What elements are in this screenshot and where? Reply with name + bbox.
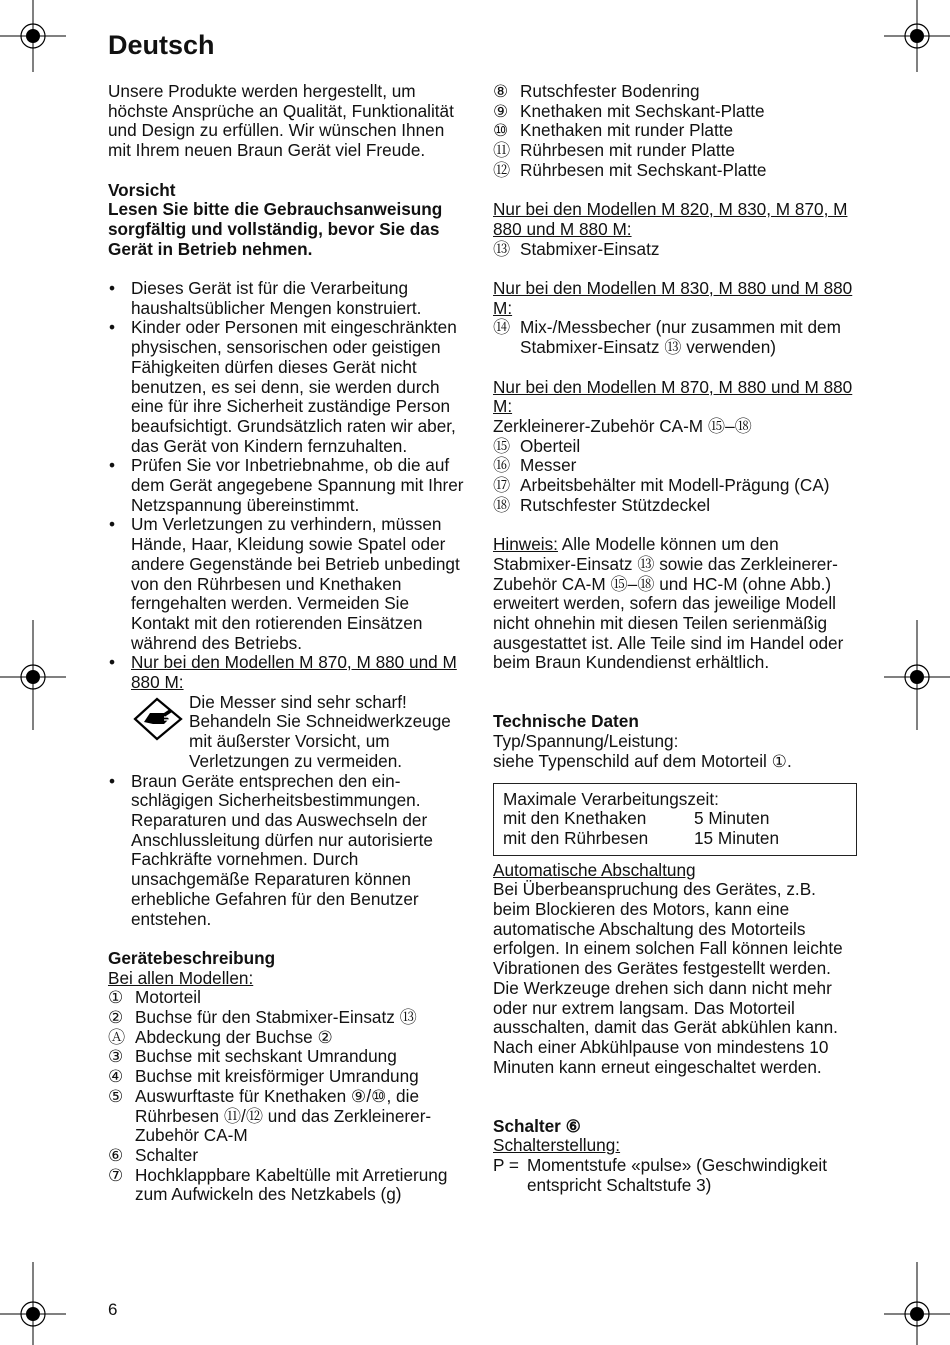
part-item: ⑫ Rührbesen mit Sechskant-Platte [493, 159, 767, 180]
part-item: ⑦ Hochklappbare Kabeltülle mit Arretierung zum Aufwickeln des Netzkabels (g) [108, 1164, 448, 1205]
models-bullet-text: Nur bei den Modellen M 870, M 880 und M 880 M: [131, 652, 457, 693]
part-item: Ⓐ Abdeckung der Buchse ② [108, 1026, 333, 1047]
tech-line: Typ/Spannung/Leistung: [493, 731, 679, 752]
note-paragraph [493, 535, 853, 673]
list-item: • Prüfen Sie vor Inbetriebnahme, ob die auf dem Gerät angegebene Spannung mit Ihrer Netzspannung übereinstimmt. [108, 456, 466, 515]
auto-shutoff-text: Bei Überbeanspruchung des Gerätes, z.B. beim Blockieren des Motors, kann eine automatische Abschaltung des Motorteils erfolgen. In einem solchen Fall können leichte Vibrationen des Gerätes festgestellt werden. Die Werkzeuge drehen sich dann nicht mehr oder nur extrem langsam. Das Motorteil ausschalten, damit das Gerät abkühlen kann. Nach einer Abkühlpause von mindestens 10 Minuten kann erneut eingeschaltet werden. [493, 879, 843, 1077]
knife-warning [131, 693, 466, 772]
parts-list [108, 988, 466, 1205]
box-row: mit den Rührbesen 15 Minuten [503, 827, 780, 848]
tech-line: siehe Typenschild auf dem Motorteil ①. [493, 750, 792, 771]
right-column [493, 82, 853, 1196]
part-item: ⑪ Rührbesen mit runder Platte [493, 140, 735, 161]
registration-mark-bottom-right [880, 1262, 950, 1345]
list-item: • Um Verletzungen zu verhindern, müssen Hände, Haar, Kleidung sowie Spatel oder andere Gegenstände bei Betrieb unbedingt von den Rührbesen und Knethaken ferngehalten werden. Vermeiden Sie Kontakt mit den rotierenden Einsätzen während des Betriebs. [108, 515, 466, 653]
part-item: ⑤ Auswurftaste für Knethaken ⑨/⑩, die Rührbesen ⑪/⑫ und das Zerkleinerer-Zubehör CA-M [108, 1085, 432, 1146]
list-item: • Braun Geräte entsprechen den einschlägigen Sicherheitsbestimmungen. Reparaturen und das Auswechseln der Anschlussleitung dürfen nur autorisierte Fachkräfte vornehmen. Durch unsachgemäße Reparaturen können erhebliche Gefahren für den Benutzer entstehen. [108, 772, 466, 930]
intro-paragraph: Unsere Produkte werden hergestellt, um höchste Ansprüche an Qualität, Funktionalität und Design zu erfüllen. Wir wünschen Ihnen mit Ihrem neuen Braun Gerät viel Freude. [108, 81, 454, 161]
registration-mark-top-right [880, 0, 950, 80]
part-item: ⑥ Schalter [108, 1144, 199, 1165]
list-item: • Dieses Gerät ist für die Verarbeitung haushaltsüblicher Mengen konstruiert. [108, 279, 466, 318]
page-title: Deutsch [108, 30, 215, 60]
part-item: ③ Buchse mit sechskant Umrandung [108, 1046, 397, 1067]
group1-heading: Nur bei den Modellen M 820, M 830, M 870, M 880 und M 880 M: [493, 199, 848, 239]
registration-mark-mid-left [0, 620, 70, 730]
part-item: ④ Buchse mit kreisförmiger Umrandung [108, 1066, 419, 1087]
box-title: Maximale Verarbeitungszeit: [503, 788, 719, 809]
list-item-models [108, 653, 466, 771]
auto-shutoff-heading: Automatische Abschaltung [493, 859, 696, 880]
safety-list [108, 279, 466, 929]
caution-text: Lesen Sie bitte die Gebrauchsanweisung sorgfältig und vollständig, bevor Sie das Gerät in Betrieb nehmen. [108, 199, 443, 259]
switch-subheading: Schalterstellung: [493, 1135, 621, 1156]
part-item: ② Buchse für den Stabmixer-Einsatz ⑬ [108, 1007, 417, 1027]
left-column [108, 82, 466, 1205]
group3-subheading: Zerkleinerer-Zubehör CA-M ⑮–⑱ [493, 415, 752, 436]
group2-heading: Nur bei den Modellen M 830, M 880 und M 880 M: [493, 278, 853, 318]
page-number: 6 [108, 1300, 118, 1319]
sharp-blade-warning-icon [131, 697, 189, 741]
registration-mark-bottom-left [0, 1262, 70, 1345]
box-row: mit den Knethaken 5 Minuten [503, 808, 770, 829]
description-subheading: Bei allen Modellen: [108, 967, 254, 988]
switch-item: P = Momentstufe «pulse» (Geschwindigkeit entspricht Schaltstufe 3) [493, 1155, 827, 1195]
part-item: ⑱ Rutschfester Stützdeckel [493, 494, 711, 515]
part-item: ① Motorteil [108, 987, 201, 1008]
switch-heading: Schalter ⑥ [493, 1115, 582, 1136]
tech-heading: Technische Daten [493, 711, 639, 732]
knife-warning-text: Die Messer sind sehr scharf! Behandeln Sie Schneidwerkzeuge mit äußerster Vorsicht, um Verletzungen zu vermeiden. [189, 691, 451, 771]
registration-mark-top-left [0, 0, 70, 80]
caution-heading: Vorsicht [108, 179, 176, 200]
list-item: • Kinder oder Personen mit eingeschränkten physischen, sensorischen oder geistigen Fähigkeiten dürfen dieses Gerät nicht benutzen, es sei denn, sie werden durch eine für ihre Sicherheit zuständige Person beaufsichtigt. Grundsätzlich raten wir aber, das Gerät von Kindern fernzuhalten. [108, 318, 466, 456]
note-text: Alle Modelle können um den Stabmixer-Einsatz ⑬ sowie das Zerkleinerer-Zubehör CA-M ⑮–⑱ und HC-M (ohne Abb.) erweitert werden, sofern das jeweilige Modell nicht ohnehin mit diesen Teilen serienmäßig ausgestattet ist. Alle Teile sind im Handel oder beim Braun Kundendienst erhältlich. [493, 534, 844, 673]
part-item: ⑯ Messer [493, 455, 577, 476]
part-item: ⑭ Mix-/Messbecher (nur zusammen mit dem Stabmixer-Einsatz ⑬ verwenden) [493, 317, 841, 358]
part-item: ⑬ Stabmixer-Einsatz [493, 238, 660, 259]
group3-heading: Nur bei den Modellen M 870, M 880 und M 880 M: [493, 376, 853, 417]
part-item: ⑧ Rutschfester Bodenring [493, 81, 700, 101]
processing-time-box [493, 783, 857, 856]
registration-mark-mid-right [880, 620, 950, 730]
note-label: Hinweis: [493, 534, 558, 555]
parts-list-continued [493, 82, 853, 181]
part-item: ⑮ Oberteil [493, 435, 581, 456]
description-heading: Gerätebeschreibung [108, 947, 276, 968]
part-item: ⑩ Knethaken mit runder Platte [493, 120, 734, 141]
part-item: ⑨ Knethaken mit Sechskant-Platte [493, 100, 765, 121]
part-item: ⑰ Arbeitsbehälter mit Modell-Prägung (CA) [493, 475, 830, 496]
